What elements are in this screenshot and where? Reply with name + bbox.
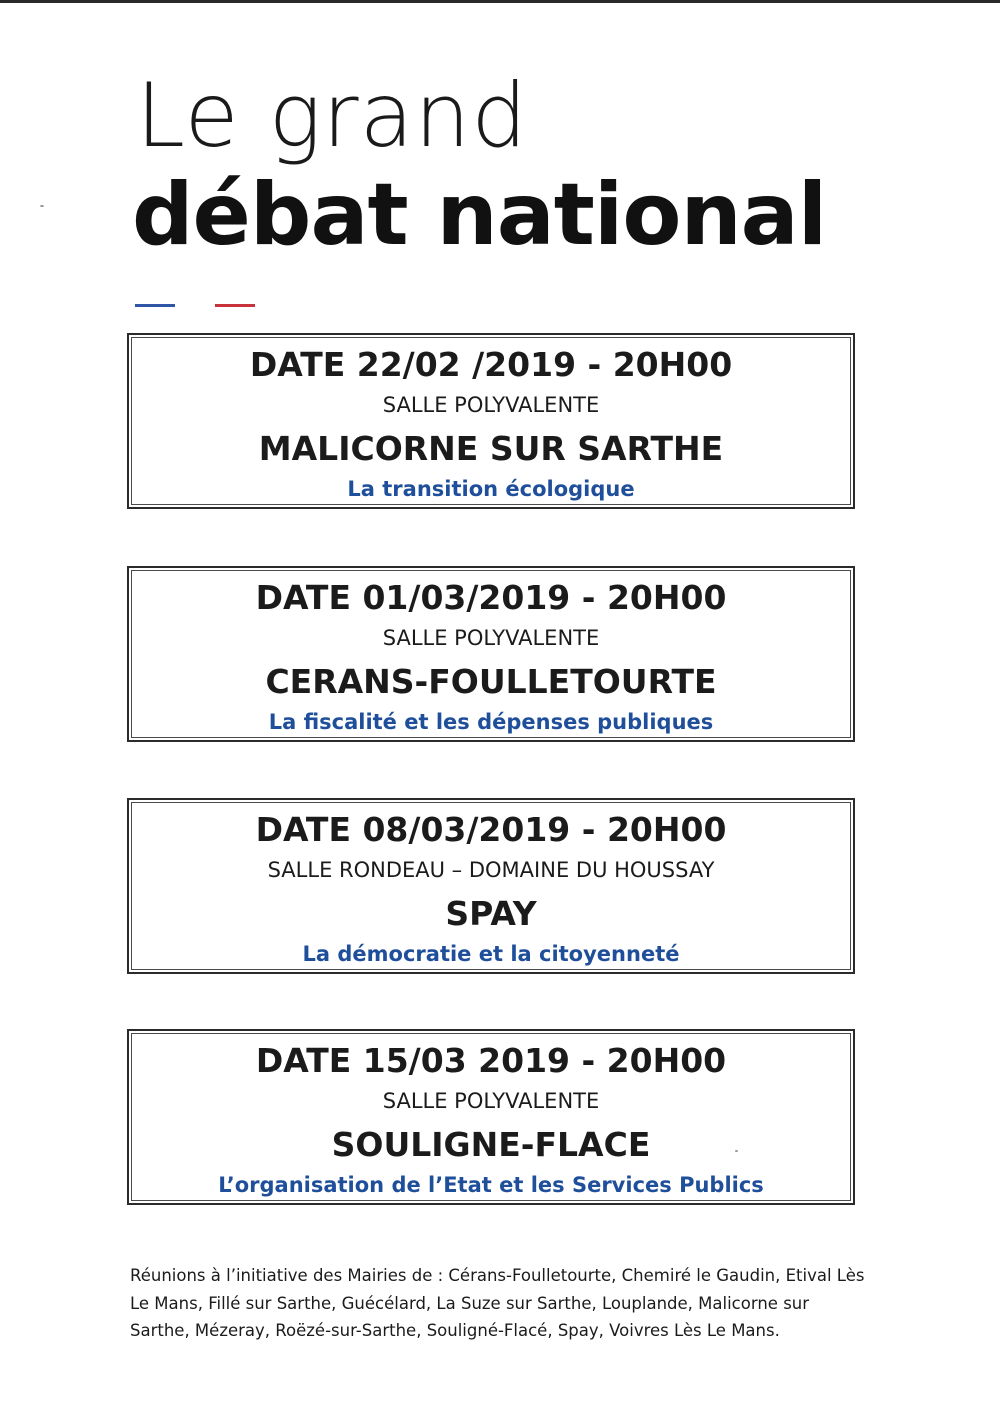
event-town: CERANS-FOULLETOURTE	[265, 662, 717, 701]
event-town: SPAY	[445, 894, 537, 933]
event-theme: La transition écologique	[347, 477, 635, 501]
event-card-2	[127, 566, 855, 742]
event-venue: SALLE POLYVALENTE	[382, 626, 600, 650]
scan-speck	[40, 205, 44, 207]
event-date: DATE 08/03/2019 - 20H00	[255, 810, 727, 849]
event-date: DATE 15/03 2019 - 20H00	[255, 1041, 727, 1080]
event-card-3	[127, 798, 855, 974]
event-card-1	[127, 333, 855, 509]
event-date: DATE 22/02 /2019 - 20H00	[249, 345, 733, 384]
event-venue: SALLE RONDEAU – DOMAINE DU HOUSSAY	[267, 858, 715, 882]
event-town: SOULIGNE-FLACE	[331, 1125, 651, 1164]
title-line-1: Le grand	[136, 64, 529, 167]
event-theme: La fiscalité et les dépenses publiques	[268, 710, 714, 734]
scan-speck	[735, 1150, 738, 1152]
event-date: DATE 01/03/2019 - 20H00	[255, 578, 727, 617]
event-venue: SALLE POLYVALENTE	[382, 393, 600, 417]
flag-red-bar	[215, 304, 255, 307]
event-theme: La démocratie et la citoyenneté	[302, 942, 680, 966]
title-line-2: débat national	[132, 165, 827, 265]
event-card-4	[127, 1029, 855, 1205]
page-top-border	[0, 0, 1000, 3]
event-town: MALICORNE SUR SARTHE	[258, 429, 724, 468]
event-venue: SALLE POLYVALENTE	[382, 1089, 600, 1113]
event-theme: L’organisation de l’Etat et les Services Publics	[218, 1173, 764, 1197]
footer-note: Réunions à l’initiative des Mairies de : Cérans-Foulletourte, Chemiré le Gaudin, Etival Lès Le Mans, Fillé sur Sarthe, Guécélard, La Suze sur Sarthe, Louplande, Malicorne sur Sarthe, Mézeray, Roëzé-sur-Sarthe, Souligné-Flacé, Spay, Voivres Lès Le Mans.	[130, 1266, 865, 1340]
flag-blue-bar	[135, 304, 175, 307]
